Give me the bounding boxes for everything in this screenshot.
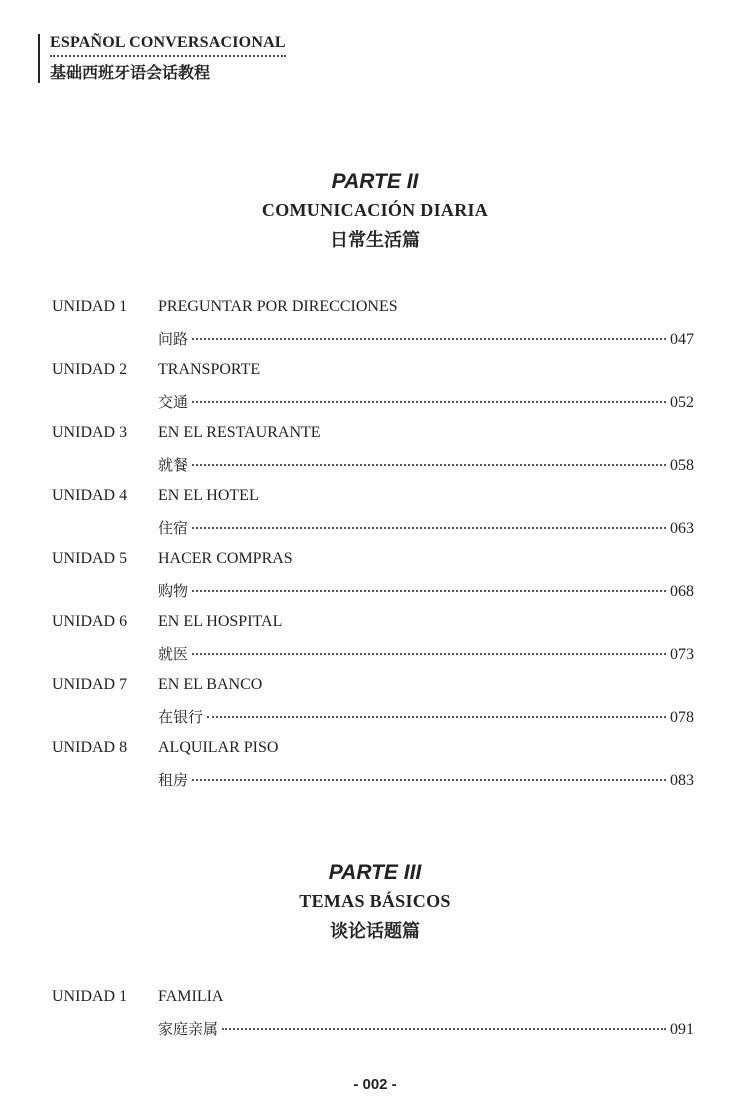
page-number: 091 xyxy=(670,1021,694,1038)
unit-label: UNIDAD 4 xyxy=(52,487,128,504)
unit-title-cn: 交通 xyxy=(158,393,189,411)
part-title: PARTE III xyxy=(328,861,422,884)
part-subtitle-cn: 日常生活篇 xyxy=(330,230,420,251)
toc-entry[interactable] xyxy=(52,361,694,424)
unit-label: UNIDAD 1 xyxy=(52,298,128,315)
header-title-es: ESPAÑOL CONVERSACIONAL xyxy=(50,34,286,57)
unit-title: FAMILIA xyxy=(158,988,224,1005)
part-subtitle-cn: 谈论话题篇 xyxy=(330,921,420,942)
unit-title-cn: 家庭亲属 xyxy=(158,1020,219,1038)
unit-title: EN EL RESTAURANTE xyxy=(158,424,321,441)
unit-title-cn: 购物 xyxy=(158,582,189,600)
unit-title: PREGUNTAR POR DIRECCIONES xyxy=(158,298,398,315)
unit-title-cn: 在银行 xyxy=(158,708,204,726)
part-subtitle: COMUNICACIÓN DIARIA xyxy=(261,200,489,220)
toc-entry[interactable] xyxy=(52,298,694,361)
toc-list xyxy=(52,988,694,1051)
part-heading xyxy=(0,861,750,943)
toc-entry[interactable] xyxy=(52,613,694,676)
dot-leader xyxy=(192,338,666,340)
unit-label: UNIDAD 7 xyxy=(52,676,128,693)
unit-title-cn: 租房 xyxy=(158,771,189,789)
toc-list xyxy=(52,298,694,802)
dot-leader xyxy=(192,653,666,655)
page-number: 052 xyxy=(670,394,694,411)
part-subtitle: TEMAS BÁSICOS xyxy=(299,891,451,911)
running-header xyxy=(38,34,286,83)
toc-entry[interactable] xyxy=(52,739,694,802)
dot-leader xyxy=(192,590,666,592)
dot-leader xyxy=(192,401,666,403)
unit-title: ALQUILAR PISO xyxy=(158,739,279,756)
toc-entry[interactable] xyxy=(52,676,694,739)
page-number: 063 xyxy=(670,520,694,537)
dot-leader xyxy=(207,716,666,718)
toc-entry[interactable] xyxy=(52,487,694,550)
unit-label: UNIDAD 3 xyxy=(52,424,128,441)
page-number: 078 xyxy=(670,709,694,726)
unit-title-cn: 问路 xyxy=(158,330,189,348)
toc-entry[interactable] xyxy=(52,550,694,613)
page-number: 083 xyxy=(670,772,694,789)
unit-title: TRANSPORTE xyxy=(158,361,261,378)
unit-label: UNIDAD 8 xyxy=(52,739,128,756)
part-heading xyxy=(0,170,750,252)
toc-entry[interactable] xyxy=(52,988,694,1051)
unit-title-cn: 住宿 xyxy=(158,519,189,537)
dot-leader xyxy=(222,1028,666,1030)
toc-entry[interactable] xyxy=(52,424,694,487)
unit-title: EN EL HOTEL xyxy=(158,487,259,504)
unit-label: UNIDAD 2 xyxy=(52,361,128,378)
unit-title: EN EL BANCO xyxy=(158,676,263,693)
page-footer-number: - 002 - xyxy=(353,1076,397,1093)
header-title-cn: 基础西班牙语会话教程 xyxy=(50,63,211,82)
part-title: PARTE II xyxy=(331,170,419,193)
page-number: 047 xyxy=(670,331,694,348)
dot-leader xyxy=(192,779,666,781)
page-number: 058 xyxy=(670,457,694,474)
page-number: 073 xyxy=(670,646,694,663)
dot-leader xyxy=(192,527,666,529)
unit-label: UNIDAD 5 xyxy=(52,550,128,567)
unit-label: UNIDAD 6 xyxy=(52,613,128,630)
unit-label: UNIDAD 1 xyxy=(52,988,128,1005)
unit-title-cn: 就医 xyxy=(158,645,189,663)
unit-title-cn: 就餐 xyxy=(158,456,189,474)
unit-title: EN EL HOSPITAL xyxy=(158,613,283,630)
unit-title: HACER COMPRAS xyxy=(158,550,293,567)
page-number: 068 xyxy=(670,583,694,600)
dot-leader xyxy=(192,464,666,466)
